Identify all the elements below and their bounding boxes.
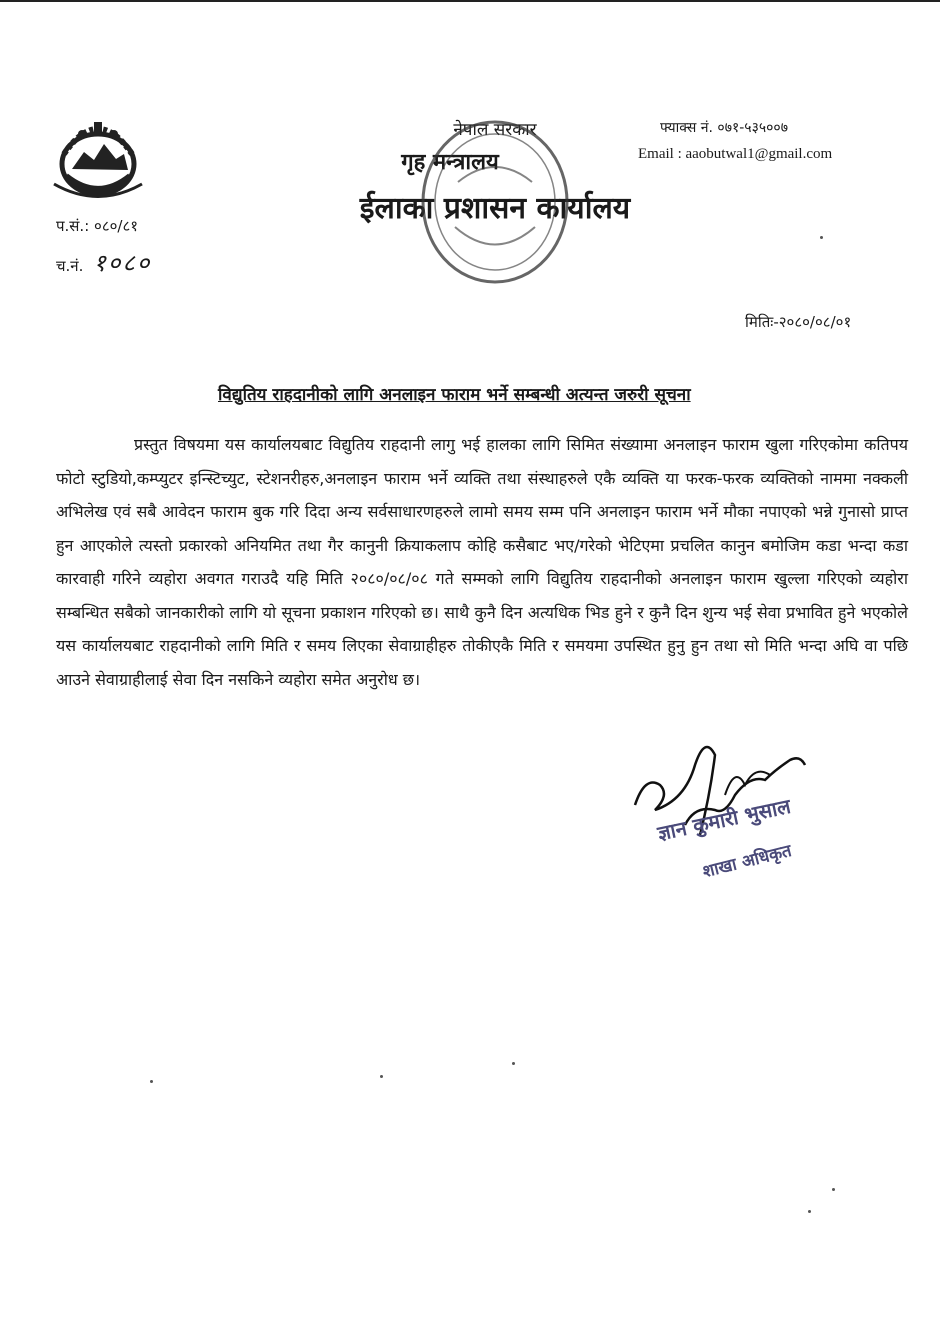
office-stamp-icon (410, 112, 580, 294)
notice-body: प्रस्तुत विषयमा यस कार्यालयबाट विद्युतिय राहदानी लागु भई हालका लागि सिमित संख्यामा अनलाइन फाराम खुला गरिएकोमा कतिपय फोटो स्टुडियो,कम्प्युटर इन्स्टिच्युट, स्टेशनरीहरु,अनलाइन फाराम भर्ने व्यक्ति तथा संस्थाहरुले एकै व्यक्ति या फरक-फरक व्यक्तिको नाममा नक्कली अभिलेख एवं सबै आवेदन फाराम बुक गरि दिदा अन्य सर्वसाधारणहरुले लामो समय सम्म पनि अनलाइन फाराम भर्ने मौका नपाएको भन्ने गुनासो प्राप्त हुन आएकोले त्यस्तो प्रकारको अनियमित तथा गैर कानुनी क्रियाकलाप कोहि कसैबाट भए/गरेको भेटिएमा प्रचलित कानुन बमोजिम कडा भन्दा कडा कारवाही गरिने व्यहोरा अवगत गराउदै यहि मिति २०८०/०८/०८ गते सम्मको लागि विद्युतिय राहदानीको अनलाइन फाराम खुल्ला गरिएको व्यहोरा सम्बन्धित सबैको जानकारीको लागि यो सूचना प्रकाशन गरिएको छ। साथै कुनै दिन अत्यधिक भिड हुने र कुनै दिन शुन्य भई सेवा प्रभावित हुने भएकोले यस कार्यालयबाट राहदानीको लागि मिति र समय लिएका सेवाग्राहीहरु तोकीएकै मिति र समयमा उपस्थित हुनु हुन तथा सो मिति भन्दा अघि वा पछि आउने सेवाग्राहीलाई सेवा दिन नसकिने व्यहोरा समेत अनुरोध छ। (56, 435, 908, 689)
office-title: ईलाका प्रशासन कार्यालय (359, 191, 631, 226)
government-title: नेपाल सरकार (453, 120, 537, 140)
scan-speck (512, 1062, 515, 1065)
reference-number: प.सं.: ०८०/८१ (56, 217, 139, 235)
dispatch-number (56, 246, 151, 279)
scan-speck (820, 236, 823, 239)
top-border-line (0, 0, 940, 2)
dispatch-label: च.नं. (56, 257, 84, 275)
dispatch-value: १०८० (93, 249, 152, 277)
fax-number: फ्याक्स नं. ०७१-५३५००७ (660, 120, 788, 136)
scan-speck (832, 1188, 835, 1191)
scan-speck (150, 1080, 153, 1083)
email-address: Email : aaobutwal1@gmail.com (638, 146, 833, 162)
signatory-designation: शाखा अधिकृत (700, 840, 794, 883)
nepal-emblem-icon (44, 114, 152, 204)
notice-subject: विद्युतिय राहदानीको लागि अनलाइन फाराम भर्ने सम्बन्धी अत्यन्त जरुरी सूचना (218, 385, 691, 405)
scan-speck (380, 1075, 383, 1078)
scan-speck (808, 1210, 811, 1213)
ministry-title: गृह मन्त्रालय (401, 150, 499, 175)
signatory-name: ज्ञान कुमारी भुसाल (655, 793, 793, 846)
letter-date: मितिः-२०८०/०८/०१ (745, 313, 852, 331)
